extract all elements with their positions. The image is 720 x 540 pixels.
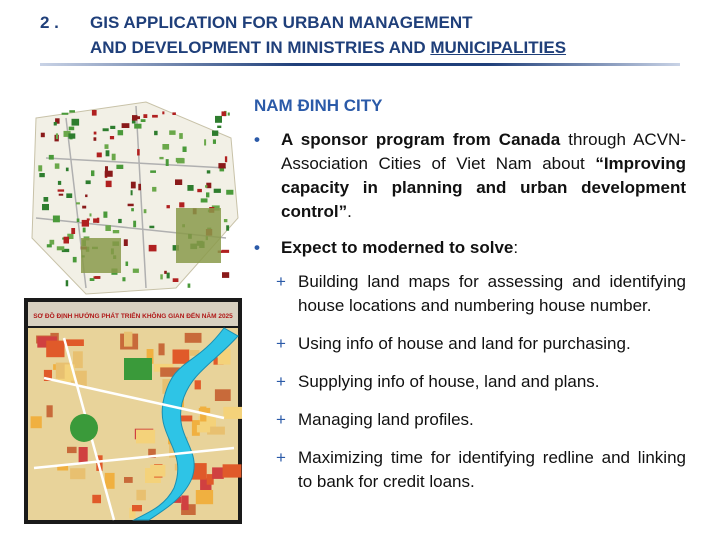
parcel-block xyxy=(154,131,158,135)
parcel-block xyxy=(94,137,97,141)
parcel-block xyxy=(131,208,134,211)
sub-item-text: Managing land profiles. xyxy=(298,410,474,429)
zoning-block xyxy=(136,430,155,444)
sub-item xyxy=(276,370,686,394)
gis-parcel-map xyxy=(26,98,246,298)
zoning-block xyxy=(196,490,213,504)
parcel-block xyxy=(152,115,158,118)
parcel-block xyxy=(55,163,60,168)
slide-body xyxy=(254,128,686,508)
zoning-block xyxy=(181,496,188,511)
parcel-block xyxy=(166,159,169,166)
parcel-block xyxy=(201,198,208,202)
plus-symbol: + xyxy=(276,448,286,467)
parcel-block xyxy=(144,209,147,213)
parcel-block xyxy=(66,193,72,198)
parcel-block xyxy=(94,276,101,279)
parcel-block xyxy=(179,133,183,139)
plus-symbol: + xyxy=(276,334,286,353)
parcel-block xyxy=(176,158,184,162)
parcel-block xyxy=(105,225,111,231)
parcel-block xyxy=(110,126,115,129)
parcel-block xyxy=(110,136,114,139)
parcel-block xyxy=(118,130,124,135)
parcel-block xyxy=(133,269,139,273)
parcel-block xyxy=(213,139,216,144)
parcel-block xyxy=(87,218,90,220)
parcel-block xyxy=(92,110,97,116)
title-divider xyxy=(40,63,680,66)
parcel-block xyxy=(187,185,193,191)
parcel-block xyxy=(150,170,156,173)
parcel-block xyxy=(214,189,221,193)
parcel-block xyxy=(134,124,141,129)
parcel-block xyxy=(59,194,64,196)
parcel-block xyxy=(207,170,211,173)
parcel-block xyxy=(106,150,110,156)
parcel-block xyxy=(138,184,141,191)
sub-item-text: Using info of house and land for purchasing. xyxy=(298,334,631,353)
parcel-block xyxy=(222,272,229,278)
zoning-block xyxy=(79,447,88,464)
parcel-block xyxy=(137,149,140,155)
parcel-block xyxy=(113,230,119,233)
bullet-bold: A sponsor program from Canada xyxy=(281,130,561,149)
parcel-block xyxy=(64,237,70,244)
parcel-block xyxy=(128,204,134,207)
parcel-block xyxy=(205,185,207,188)
zoning-block xyxy=(67,447,77,453)
zoning-block xyxy=(212,467,224,479)
zoning-block xyxy=(66,339,84,346)
zoning-block xyxy=(215,389,231,401)
title-line-1: GIS APPLICATION FOR URBAN MANAGEMENT xyxy=(90,13,473,32)
parcel-block xyxy=(94,132,97,135)
parcel-block xyxy=(56,133,58,139)
zoning-block xyxy=(92,495,101,503)
parcel-block xyxy=(228,113,230,116)
parcel-block xyxy=(90,213,92,216)
zoning-block xyxy=(70,468,85,479)
zoning-block xyxy=(197,425,210,432)
zoning-block xyxy=(132,505,142,511)
parcel-block xyxy=(126,262,129,267)
map-caption: SƠ ĐỒ ĐỊNH HƯỚNG PHÁT TRIỂN KHÔNG GIAN ĐẾN NĂM 2025 xyxy=(33,313,233,320)
zoning-block xyxy=(223,464,242,477)
parcel-block xyxy=(93,218,98,222)
parcel-block xyxy=(215,116,222,123)
parcel-block xyxy=(204,139,206,145)
bullet-text: : xyxy=(513,238,519,257)
parcel-block xyxy=(86,180,91,184)
parcel-block xyxy=(49,155,54,160)
plus-symbol: + xyxy=(276,272,286,291)
parcel-block xyxy=(218,163,225,168)
parcel-block xyxy=(122,277,125,281)
parcel-block xyxy=(164,271,167,274)
bullet-bold-2: “Improving capacity in planning and urban development control” xyxy=(281,154,686,221)
parcel-block xyxy=(66,168,69,172)
parcel-block xyxy=(179,202,184,207)
bullet-item xyxy=(254,128,686,224)
parcel-block xyxy=(159,157,163,159)
parcel-block xyxy=(122,123,130,128)
sub-item xyxy=(276,408,686,432)
parcel-block xyxy=(53,216,60,223)
parcel-block xyxy=(82,220,89,227)
zoning-block xyxy=(195,380,201,389)
parcel-block xyxy=(106,181,112,187)
parcel-block xyxy=(54,122,57,126)
parcel-block xyxy=(141,119,146,122)
parcel-block xyxy=(172,112,176,115)
sub-item xyxy=(276,332,686,356)
parcel-block xyxy=(226,190,233,195)
parcel-block xyxy=(183,147,187,153)
parcel-block xyxy=(162,111,164,114)
bullet-text: through ACVN-Association Cities of Viet Nam about xyxy=(281,130,686,173)
title-line-2b: MUNICIPALITIES xyxy=(430,38,567,57)
city-heading: NAM ĐINH CITY xyxy=(254,96,383,115)
parcel-block xyxy=(226,225,229,230)
parcel-block xyxy=(90,278,95,281)
parcel-block xyxy=(85,195,87,198)
parcel-block xyxy=(68,133,75,138)
parcel-block xyxy=(103,212,107,218)
parcel-block xyxy=(58,181,61,185)
parcel-block xyxy=(124,239,128,246)
parcel-block xyxy=(38,165,42,171)
sub-item xyxy=(276,270,686,318)
parcel-block xyxy=(131,182,136,189)
parcel-block xyxy=(77,219,80,223)
parcel-block xyxy=(116,165,123,169)
parcel-block xyxy=(162,144,169,150)
zoning-block xyxy=(159,343,165,355)
parcel-block xyxy=(42,204,49,210)
parcel-block xyxy=(91,170,94,176)
parcel-block xyxy=(224,219,228,222)
parcel-block xyxy=(160,274,163,279)
parcel-block xyxy=(82,206,86,209)
section-number: 2 . xyxy=(40,13,59,32)
parcel-block xyxy=(206,192,209,197)
parcel-block xyxy=(112,154,116,161)
parcel-block xyxy=(167,273,170,279)
parcel-block xyxy=(173,278,179,282)
slide-title xyxy=(40,10,700,60)
bullet-symbol: • xyxy=(254,238,260,257)
parcel-block xyxy=(73,257,77,263)
parcel-block xyxy=(39,173,45,177)
parcel-block xyxy=(76,202,80,204)
parcel-block xyxy=(71,228,75,234)
parcel-block xyxy=(149,245,157,252)
parcel-block xyxy=(169,130,175,135)
parcel-block xyxy=(133,221,136,228)
parcel-block xyxy=(197,189,202,192)
zoning-block xyxy=(105,473,115,489)
plus-symbol: + xyxy=(276,410,286,429)
parcel-block xyxy=(72,119,80,126)
parcel-block xyxy=(222,111,227,116)
parcel-block xyxy=(175,179,182,185)
parcel-block xyxy=(50,240,55,245)
parcel-block xyxy=(69,127,75,131)
zoning-block xyxy=(150,465,165,477)
urban-planning-map xyxy=(24,298,242,524)
parcel-block xyxy=(57,246,65,250)
sub-item-text: Supplying info of house, land and plans. xyxy=(298,372,600,391)
parcel-block xyxy=(44,197,49,202)
plus-symbol: + xyxy=(276,372,286,391)
zoning-block xyxy=(173,350,190,364)
parcel-block xyxy=(149,226,154,229)
parcel-block xyxy=(131,190,133,195)
parcel-block xyxy=(62,113,69,115)
zoning-block xyxy=(46,341,64,358)
zoning-block xyxy=(124,477,133,483)
parcel-block xyxy=(225,156,227,162)
zoning-block xyxy=(185,333,202,343)
parcel-block xyxy=(222,250,230,253)
parcel-block xyxy=(47,244,52,247)
parcel-block xyxy=(41,133,45,138)
sub-item-text: Building land maps for assessing and identifying house locations and numbering house number. xyxy=(298,272,686,315)
parcel-block xyxy=(152,187,156,192)
parcel-block xyxy=(105,171,113,177)
parcel-block xyxy=(105,144,109,149)
bullet-symbol: • xyxy=(254,130,260,149)
parcel-block xyxy=(188,284,191,288)
parcel-block xyxy=(217,126,221,128)
parcel-block xyxy=(83,228,86,233)
parcel-block xyxy=(58,189,65,191)
parcel-block xyxy=(97,153,102,158)
parcel-block xyxy=(66,280,69,286)
sub-item-text: Maximizing time for identifying redline and linking to bank for credit loans. xyxy=(298,448,686,491)
parcel-block xyxy=(118,219,122,223)
zoning-block xyxy=(31,416,42,428)
parcel-block xyxy=(103,128,109,131)
parcel-block xyxy=(143,114,147,118)
zoning-block xyxy=(47,405,53,417)
zoning-block xyxy=(223,407,242,419)
bullet-end: . xyxy=(347,202,352,221)
parcel-block xyxy=(212,131,218,136)
bullet-item xyxy=(254,236,686,260)
zoning-block xyxy=(136,490,146,501)
title-line-2a: AND DEVELOPMENT IN MINISTRIES AND xyxy=(90,38,431,57)
zoning-block xyxy=(124,332,132,347)
parcel-block xyxy=(167,205,170,208)
sub-item xyxy=(276,446,686,494)
bullet-bold: Expect to moderned to solve xyxy=(281,238,514,257)
parcel-block xyxy=(69,110,75,112)
parcel-block xyxy=(132,115,137,121)
